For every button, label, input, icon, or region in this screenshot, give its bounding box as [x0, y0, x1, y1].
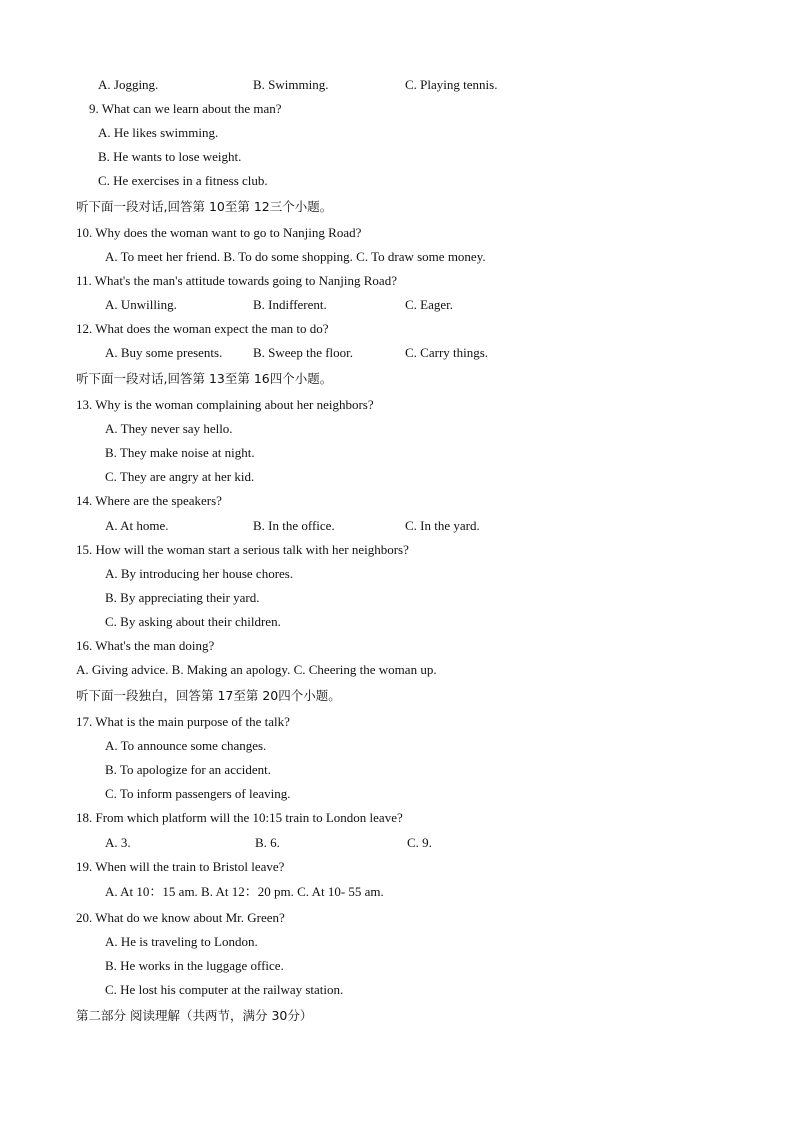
option-b: B. He works in the luggage office. [105, 958, 284, 973]
question-stem: 16. What's the man doing? [76, 638, 215, 653]
question-stem: 14. Where are the speakers? [76, 493, 222, 508]
option-a: A. 3. [105, 835, 131, 850]
option-b: B. Indifferent. [253, 297, 327, 312]
question-stem: 9. What can we learn about the man? [89, 101, 282, 116]
option-c: C. Playing tennis. [405, 77, 498, 92]
option-c: C. By asking about their children. [105, 614, 281, 629]
option-a: A. They never say hello. [105, 421, 233, 436]
question-stem: 19. When will the train to Bristol leave? [76, 859, 285, 874]
question-stem: 12. What does the woman expect the man to do? [76, 321, 329, 336]
option-c: C. Carry things. [405, 345, 489, 360]
section-heading-13-16: 听下面一段对话,回答第 13至第 16四个小题。 [76, 371, 333, 386]
options-line: A. Giving advice. B. Making an apology. C. Cheering the woman up. [76, 662, 437, 677]
options-line: A. At 10：15 am. B. At 12：20 pm. C. At 10- 55 am. [105, 884, 384, 899]
question-stem: 10. Why does the woman want to go to Nanjing Road? [76, 225, 362, 240]
option-b: B. In the office. [253, 518, 335, 533]
option-c: C. They are angry at her kid. [105, 469, 255, 484]
option-a: A. At home. [105, 518, 169, 533]
option-c: C. In the yard. [405, 518, 480, 533]
option-b: B. By appreciating their yard. [105, 590, 260, 605]
option-c: C. Eager. [405, 297, 454, 312]
section-heading-10-12: 听下面一段对话,回答第 10至第 12三个小题。 [76, 199, 333, 214]
part-2-heading: 第二部分 阅读理解（共两节，满分 30分） [76, 1008, 313, 1023]
option-a: A. He likes swimming. [98, 125, 219, 140]
option-a: A. Buy some presents. [105, 345, 223, 360]
option-a: A. To announce some changes. [105, 738, 267, 753]
option-c: C. 9. [407, 835, 432, 850]
option-b: B. They make noise at night. [105, 445, 255, 460]
option-b: B. He wants to lose weight. [98, 149, 242, 164]
option-b: B. To apologize for an accident. [105, 762, 271, 777]
option-b: B. Swimming. [253, 77, 329, 92]
option-c: C. He exercises in a fitness club. [98, 173, 268, 188]
option-c: C. To inform passengers of leaving. [105, 786, 291, 801]
options-line: A. To meet her friend. B. To do some shopping. C. To draw some money. [105, 249, 486, 264]
question-stem: 18. From which platform will the 10:15 train to London leave? [76, 810, 403, 825]
question-stem: 17. What is the main purpose of the talk? [76, 714, 290, 729]
option-a: A. By introducing her house chores. [105, 566, 294, 581]
option-a: A. He is traveling to London. [105, 934, 258, 949]
section-heading-17-20: 听下面一段独白，回答第 17至第 20四个小题。 [76, 688, 341, 703]
option-c: C. He lost his computer at the railway station. [105, 982, 344, 997]
question-stem: 11. What's the man's attitude towards going to Nanjing Road? [76, 273, 397, 288]
option-b: B. 6. [255, 835, 280, 850]
question-stem: 15. How will the woman start a serious talk with her neighbors? [76, 542, 409, 557]
question-stem: 13. Why is the woman complaining about her neighbors? [76, 397, 374, 412]
option-a: A. Unwilling. [105, 297, 177, 312]
question-stem: 20. What do we know about Mr. Green? [76, 910, 285, 925]
option-b: B. Sweep the floor. [253, 345, 354, 360]
option-a: A. Jogging. [98, 77, 159, 92]
